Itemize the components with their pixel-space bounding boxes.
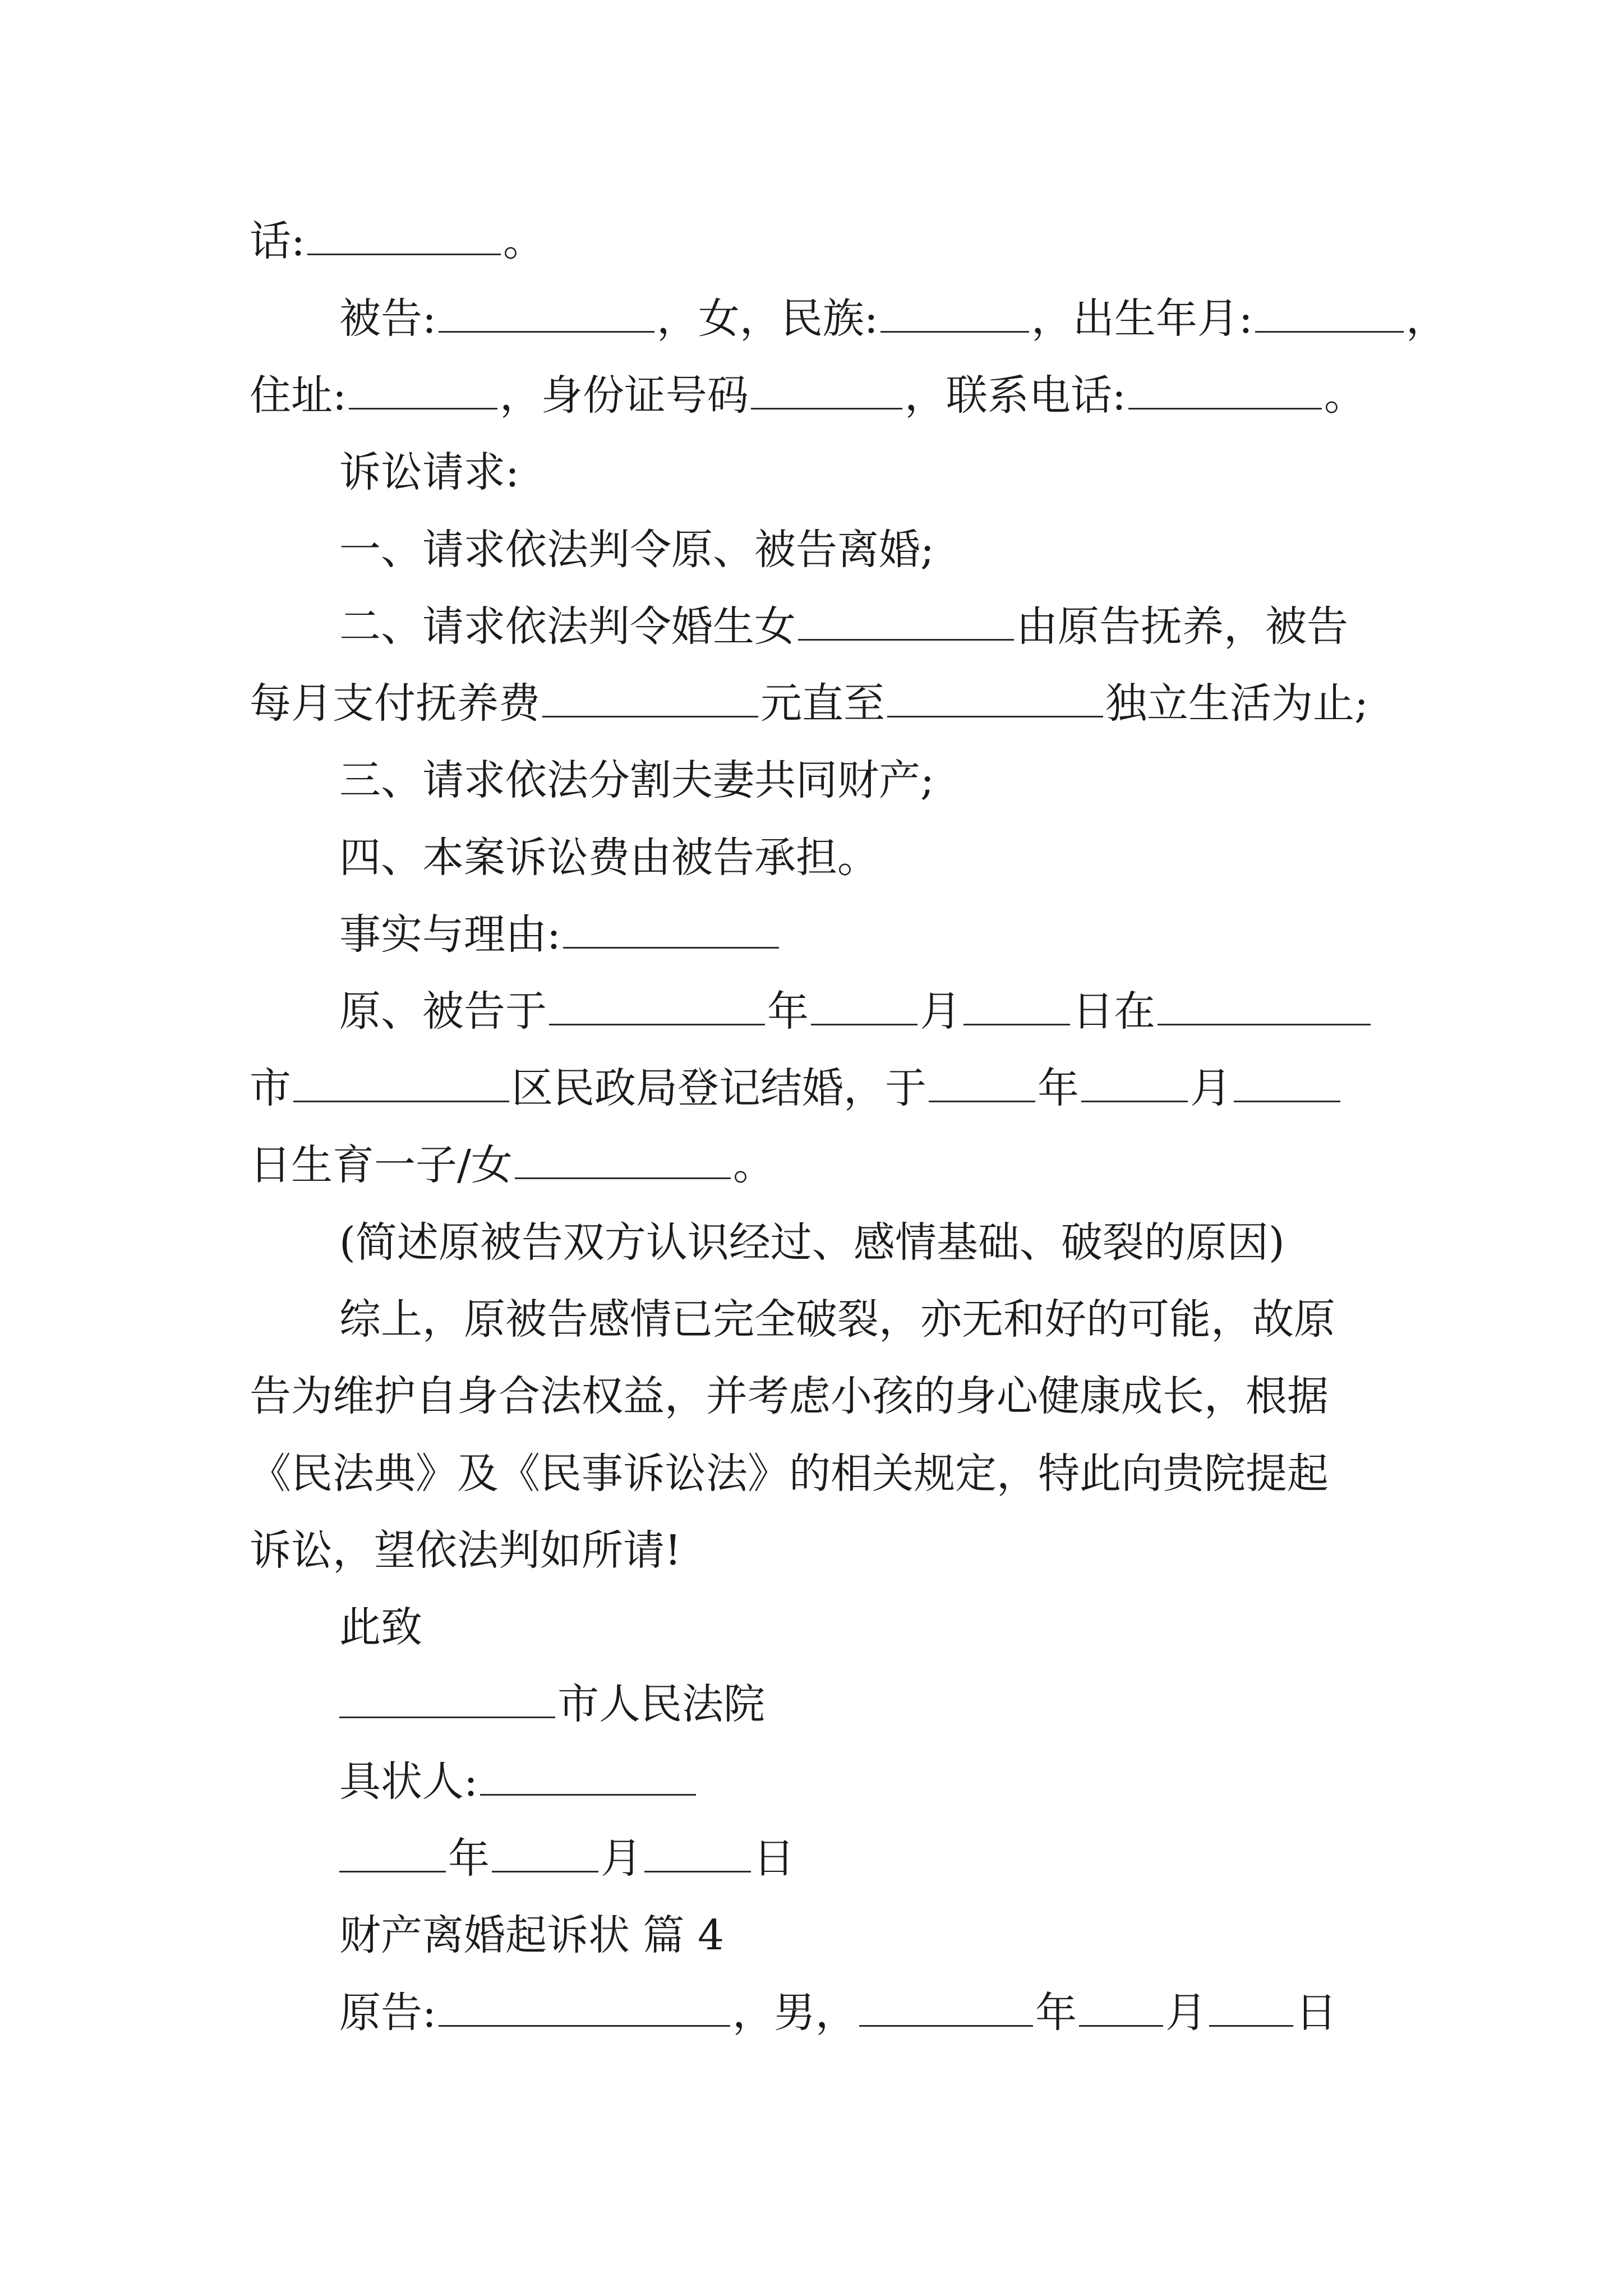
fill-blank[interactable] <box>439 296 654 333</box>
text-line <box>250 1522 681 1579</box>
text: 被告: <box>339 295 436 343</box>
text: ，女，民族: <box>656 295 878 343</box>
text: ，联系电话: <box>904 371 1126 420</box>
fill-blank[interactable] <box>563 912 779 949</box>
text: 年 <box>1038 1064 1079 1112</box>
text: 月 <box>1165 1989 1207 2037</box>
text: 原、被告于 <box>339 987 547 1036</box>
text: 原告: <box>339 1989 436 2037</box>
text-line <box>250 675 1368 731</box>
text-line <box>339 983 1373 1039</box>
text: 元直至 <box>760 679 885 728</box>
text-line <box>250 1368 1329 1424</box>
text: 三、请求依法分割夫妻共同财产; <box>339 756 934 804</box>
fill-blank[interactable] <box>1255 296 1404 333</box>
text-line <box>339 522 934 578</box>
text: 。 <box>502 217 545 265</box>
fill-blank[interactable] <box>349 373 497 409</box>
text: 综上，原被告感情已完全破裂，亦无和好的可能，故原 <box>339 1295 1335 1343</box>
text-line <box>250 1137 774 1193</box>
text: 财产离婚起诉状 篇 4 <box>339 1911 725 1959</box>
text: ，身份证号码 <box>499 371 749 420</box>
text-line <box>339 830 879 886</box>
fill-blank[interactable] <box>811 989 917 1025</box>
fill-blank[interactable] <box>1158 989 1371 1025</box>
text: 年 <box>1035 1989 1077 2037</box>
fill-blank[interactable] <box>1128 373 1322 409</box>
fill-blank[interactable] <box>515 1143 731 1179</box>
text: 。 <box>732 1141 774 1189</box>
text: 月 <box>1190 1064 1232 1112</box>
text-line <box>339 752 934 808</box>
text: 此致 <box>339 1603 422 1651</box>
text-line <box>250 1060 1343 1116</box>
text: 住址: <box>250 371 347 420</box>
text-line <box>250 213 545 269</box>
fill-blank[interactable] <box>963 989 1070 1025</box>
fill-blank[interactable] <box>887 681 1103 717</box>
fill-blank[interactable] <box>1234 1066 1340 1102</box>
section-title <box>339 1907 724 1963</box>
text: 年 <box>448 1834 490 1883</box>
fill-blank[interactable] <box>480 1759 696 1796</box>
text: 具状人: <box>339 1757 478 1806</box>
fill-blank[interactable] <box>798 604 1014 641</box>
text: 区民政局登记结婚，于 <box>511 1064 926 1112</box>
text: 事实与理由: <box>339 910 561 959</box>
text: 二、请求依法判令婚生女 <box>339 602 796 651</box>
section-heading <box>339 444 519 500</box>
text: 诉讼请求: <box>339 448 519 496</box>
text: 年 <box>767 987 809 1036</box>
text: 诉讼，望依法判如所请! <box>250 1526 681 1575</box>
text-line <box>339 1214 1285 1271</box>
fill-blank[interactable] <box>644 1836 751 1872</box>
fill-blank[interactable] <box>339 1836 446 1872</box>
court-recipient <box>339 1676 765 1732</box>
text: 月 <box>920 987 961 1036</box>
text-line <box>339 1985 1337 2041</box>
text-line <box>250 1446 1329 1502</box>
fill-blank[interactable] <box>307 219 501 255</box>
fill-blank[interactable] <box>542 681 758 717</box>
text: 《民法典》及《民事诉讼法》的相关规定，特此向贵院提起 <box>250 1450 1329 1498</box>
section-heading <box>339 907 781 963</box>
text: 话: <box>250 217 305 265</box>
text: ，男， <box>732 1989 857 2037</box>
text: ，出生年月: <box>1031 295 1253 343</box>
date-line <box>339 1830 795 1887</box>
text-line <box>250 367 1366 424</box>
text: 日 <box>753 1834 795 1883</box>
text: 市人民法院 <box>557 1680 765 1728</box>
signature-line <box>339 1754 698 1810</box>
text: 。 <box>1324 371 1366 420</box>
fill-blank[interactable] <box>1079 1990 1163 2027</box>
fill-blank[interactable] <box>929 1066 1035 1102</box>
fill-blank[interactable] <box>339 1682 555 1718</box>
text: 日 <box>1295 1989 1337 2037</box>
text: ， <box>1405 295 1447 343</box>
fill-blank[interactable] <box>1081 1066 1188 1102</box>
text: 市 <box>250 1064 291 1112</box>
fill-blank[interactable] <box>859 1990 1033 2027</box>
fill-blank[interactable] <box>751 373 902 409</box>
fill-blank[interactable] <box>293 1066 509 1102</box>
text: 由原告抚养，被告 <box>1016 602 1348 651</box>
fill-blank[interactable] <box>439 1990 730 2027</box>
text: 月 <box>601 1834 642 1883</box>
text: 每月支付抚养费 <box>250 679 540 728</box>
text: 日在 <box>1072 987 1155 1036</box>
fill-blank[interactable] <box>880 296 1029 333</box>
fill-blank[interactable] <box>492 1836 598 1872</box>
closing-salutation <box>339 1599 422 1655</box>
text-line <box>339 291 1447 347</box>
text: 日生育一子/女 <box>250 1141 513 1189</box>
fill-blank[interactable] <box>549 989 765 1025</box>
text: 告为维护自身合法权益，并考虑小孩的身心健康成长，根据 <box>250 1372 1329 1420</box>
text-line <box>339 599 1348 655</box>
text: (简述原被告双方认识经过、感情基础、破裂的原因) <box>339 1218 1285 1267</box>
text: 独立生活为止; <box>1105 679 1368 728</box>
fill-blank[interactable] <box>1209 1990 1293 2027</box>
text: 一、请求依法判令原、被告离婚; <box>339 526 934 574</box>
text: 四、本案诉讼费由被告承担。 <box>339 834 879 882</box>
text-line <box>339 1291 1335 1347</box>
